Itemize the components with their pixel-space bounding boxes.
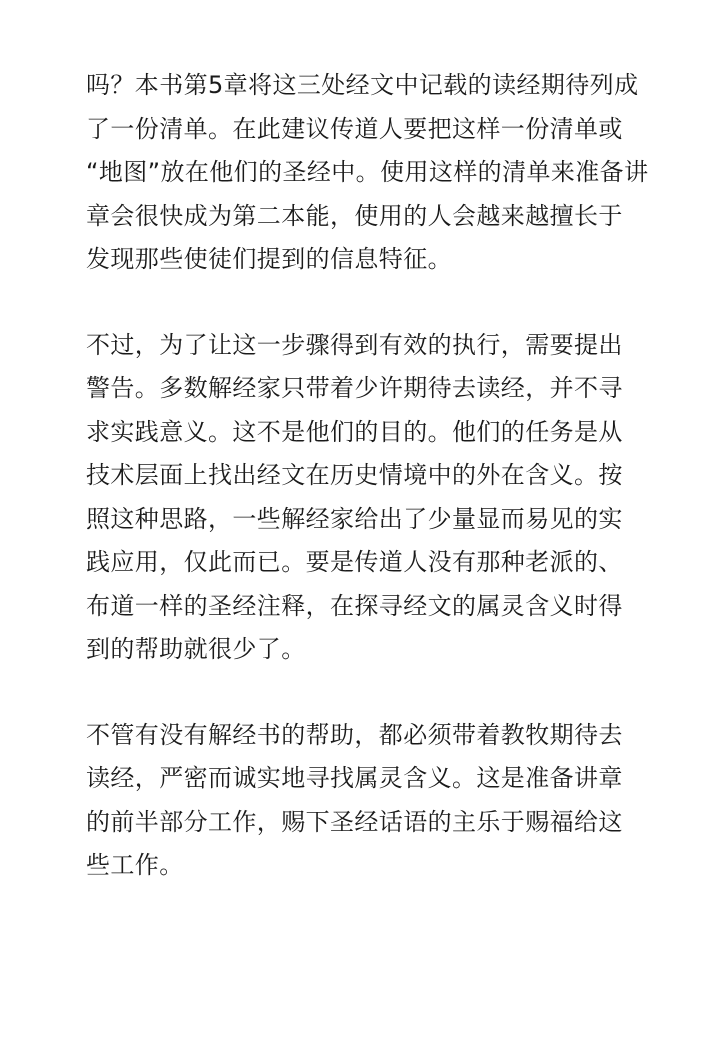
text-line: 践应用，仅此而已。要是传道人没有那种老派的、 <box>86 548 623 576</box>
text-line: 的前半部分工作，赐下圣经话语的主乐于赐福给这 <box>86 807 623 836</box>
text-line: 照这种思路，一些解经家给出了少量显而易见的实 <box>86 504 623 533</box>
paragraph-3 <box>86 714 646 888</box>
text-line: 技术层面上找出经文在历史情境中的外在含义。按 <box>86 461 623 489</box>
text-line: 吗？本书第5章将这三处经文中记载的读经期待列成 <box>86 71 639 99</box>
text-line: 到的帮助就很少了。 <box>86 635 306 663</box>
text-line: 不过，为了让这一步骤得到有效的执行，需要提出 <box>86 330 623 359</box>
text-line: “地图”放在他们的圣经中。使用这样的清单来准备讲 <box>86 158 649 186</box>
text-line: 读经，严密而诚实地寻找属灵含义。这是准备讲章 <box>86 764 623 792</box>
text-line: 不管有没有解经书的帮助，都必须带着教牧期待去 <box>86 720 623 749</box>
document-page <box>86 64 649 930</box>
text-line: 警告。多数解经家只带着少许期待去读经，并不寻 <box>86 374 623 402</box>
text-line: 求实践意义。这不是他们的目的。他们的任务是从 <box>86 417 623 446</box>
text-line: 了一份清单。在此建议传道人要把这样一份清单或 <box>86 114 623 143</box>
text-line: 些工作。 <box>86 851 184 879</box>
text-line: 发现那些使徒们提到的信息特征。 <box>86 245 452 273</box>
text-line: 章会很快成为第二本能，使用的人会越来越擅长于 <box>86 201 623 230</box>
text-line: 布道一样的圣经注释，在探寻经文的属灵含义时得 <box>86 591 623 620</box>
paragraph-2 <box>86 324 646 672</box>
paragraph-1 <box>86 64 649 282</box>
